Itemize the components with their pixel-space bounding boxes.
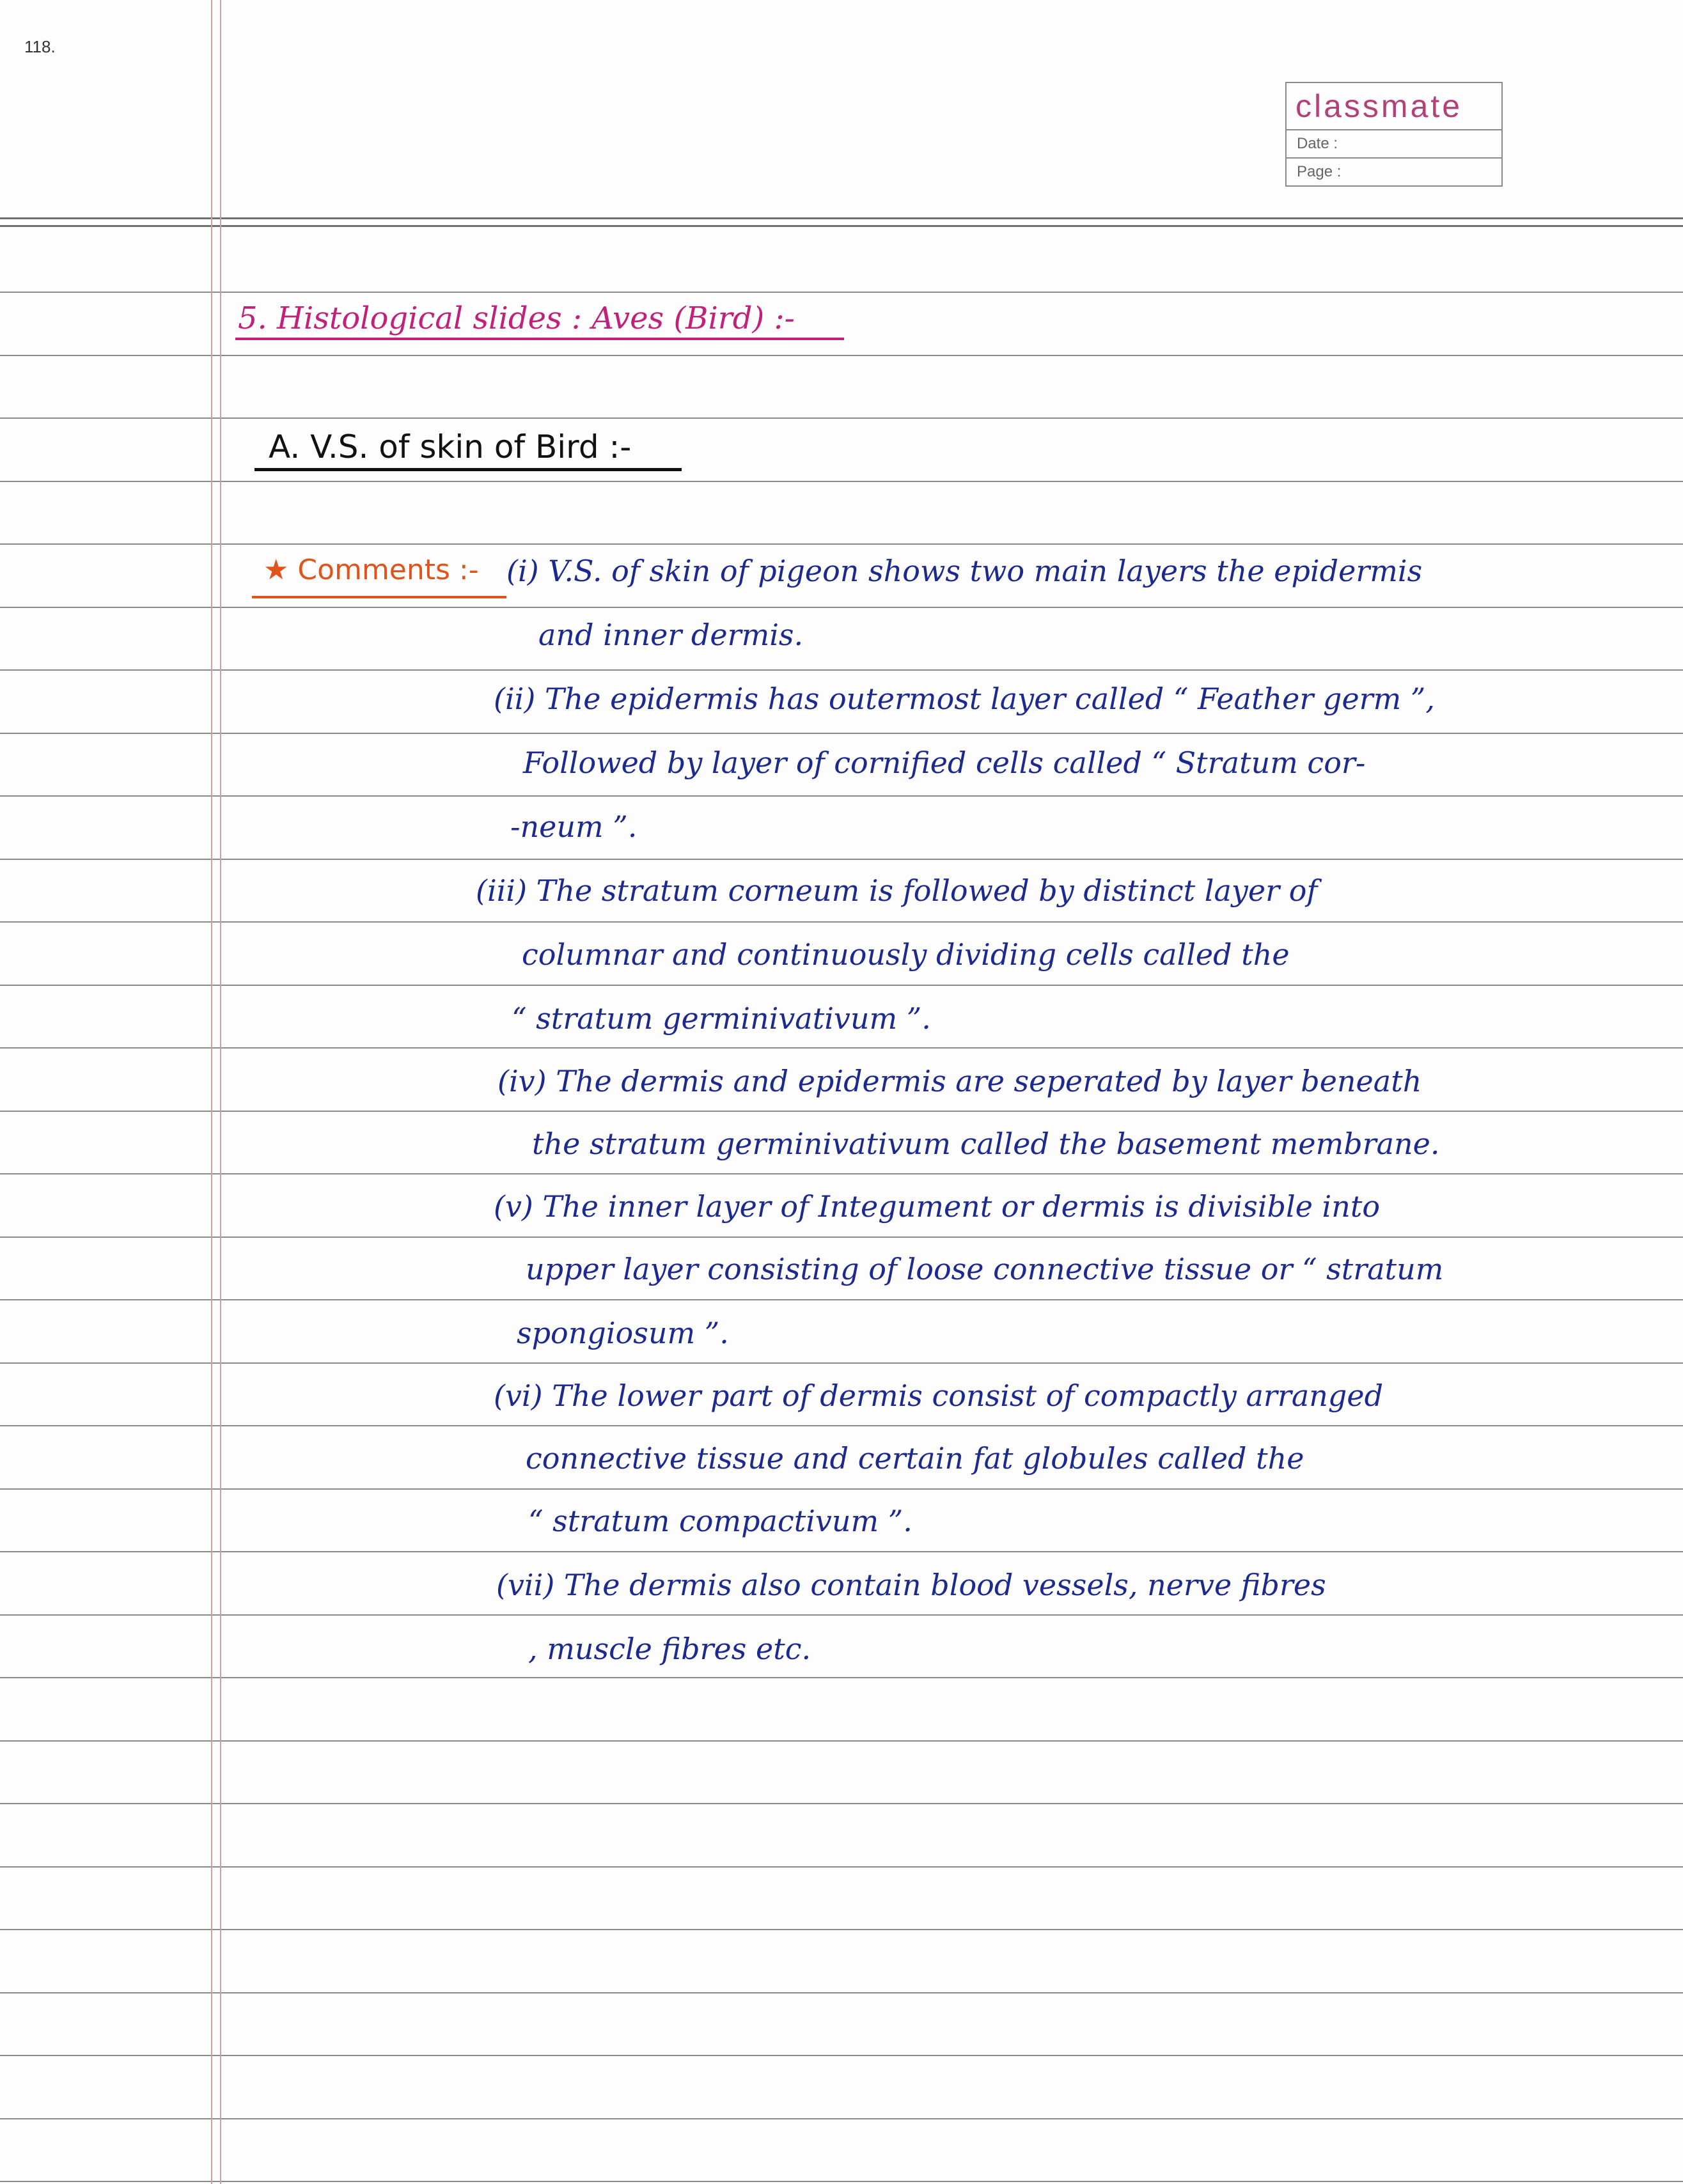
ruled-line [0, 1236, 1683, 1238]
note-line: (v) The inner layer of Integument or dermis is divisible into [494, 1189, 1381, 1224]
ruled-line [0, 1047, 1683, 1049]
ruled-line [0, 355, 1683, 356]
note-line: Followed by layer of cornified cells called “ Stratum cor- [523, 745, 1366, 780]
ruled-line [0, 921, 1683, 923]
comments-label: ★ Comments :- [263, 554, 479, 586]
brand-logo: classmate [1287, 83, 1501, 130]
page-field: Page : [1297, 163, 1342, 180]
ruled-line [0, 2181, 1683, 2182]
note-line: (vi) The lower part of dermis consist of compactly arranged [494, 1378, 1384, 1413]
ruled-line [0, 1425, 1683, 1426]
ruled-line [0, 1677, 1683, 1678]
note-line: (i) V.S. of skin of pigeon shows two main layers the epidermis [506, 554, 1423, 588]
note-line: , muscle fibres etc. [528, 1632, 811, 1666]
ruled-line [0, 1929, 1683, 1930]
ruled-line [0, 1614, 1683, 1616]
section-heading: A. V.S. of skin of Bird :- [269, 428, 632, 465]
margin-line [211, 0, 212, 2184]
ruled-line [0, 481, 1683, 482]
page-number: 118. [24, 37, 56, 56]
title-underline [235, 338, 844, 340]
ruled-line [0, 1803, 1683, 1804]
note-line: spongiosum ”. [517, 1316, 729, 1350]
ruled-line [0, 292, 1683, 293]
note-line: and inner dermis. [538, 618, 804, 652]
note-line: connective tissue and certain fat globules called the [526, 1441, 1304, 1476]
note-line: (iii) The stratum corneum is followed by distinct layer of [476, 873, 1318, 908]
note-line: (vii) The dermis also contain blood vessels, nerve fibres [496, 1568, 1326, 1602]
ruled-line [0, 1173, 1683, 1174]
note-line: (iv) The dermis and epidermis are seperated by layer beneath [497, 1064, 1422, 1098]
note-line: “ stratum compactivum ”. [528, 1504, 912, 1538]
ruled-line [0, 1740, 1683, 1742]
date-field: Date : [1287, 130, 1501, 159]
ruled-line [0, 859, 1683, 860]
comments-underline [252, 596, 506, 598]
note-line: (ii) The epidermis has outermost layer called “ Feather germ ”, [494, 682, 1436, 716]
note-line: the stratum germinivativum called the basement membrane. [532, 1127, 1440, 1161]
ruled-line [0, 985, 1683, 986]
ruled-line [0, 225, 1683, 227]
ruled-line [0, 795, 1683, 797]
ruled-line [0, 2118, 1683, 2119]
classmate-header-box [1285, 82, 1503, 187]
ruled-line [0, 1111, 1683, 1112]
ruled-line [0, 1299, 1683, 1300]
ruled-line [0, 1362, 1683, 1364]
note-line: upper layer consisting of loose connective tissue or “ stratum [526, 1252, 1444, 1286]
margin-line [220, 0, 221, 2184]
section-heading-underline [254, 468, 682, 471]
ruled-line [0, 1992, 1683, 1993]
ruled-line [0, 607, 1683, 608]
ruled-line [0, 417, 1683, 419]
note-line: columnar and continuously dividing cells called the [522, 937, 1290, 972]
ruled-line [0, 1488, 1683, 1490]
page-title: 5. Histological slides : Aves (Bird) :- [238, 300, 795, 336]
note-line: “ stratum germinivativum ”. [512, 1001, 931, 1036]
note-line: -neum ”. [510, 809, 638, 844]
ruled-line [0, 2055, 1683, 2056]
ruled-line [0, 669, 1683, 671]
ruled-line [0, 733, 1683, 734]
ruled-line [0, 217, 1683, 219]
ruled-line [0, 1551, 1683, 1552]
ruled-line [0, 543, 1683, 545]
ruled-line [0, 1866, 1683, 1868]
